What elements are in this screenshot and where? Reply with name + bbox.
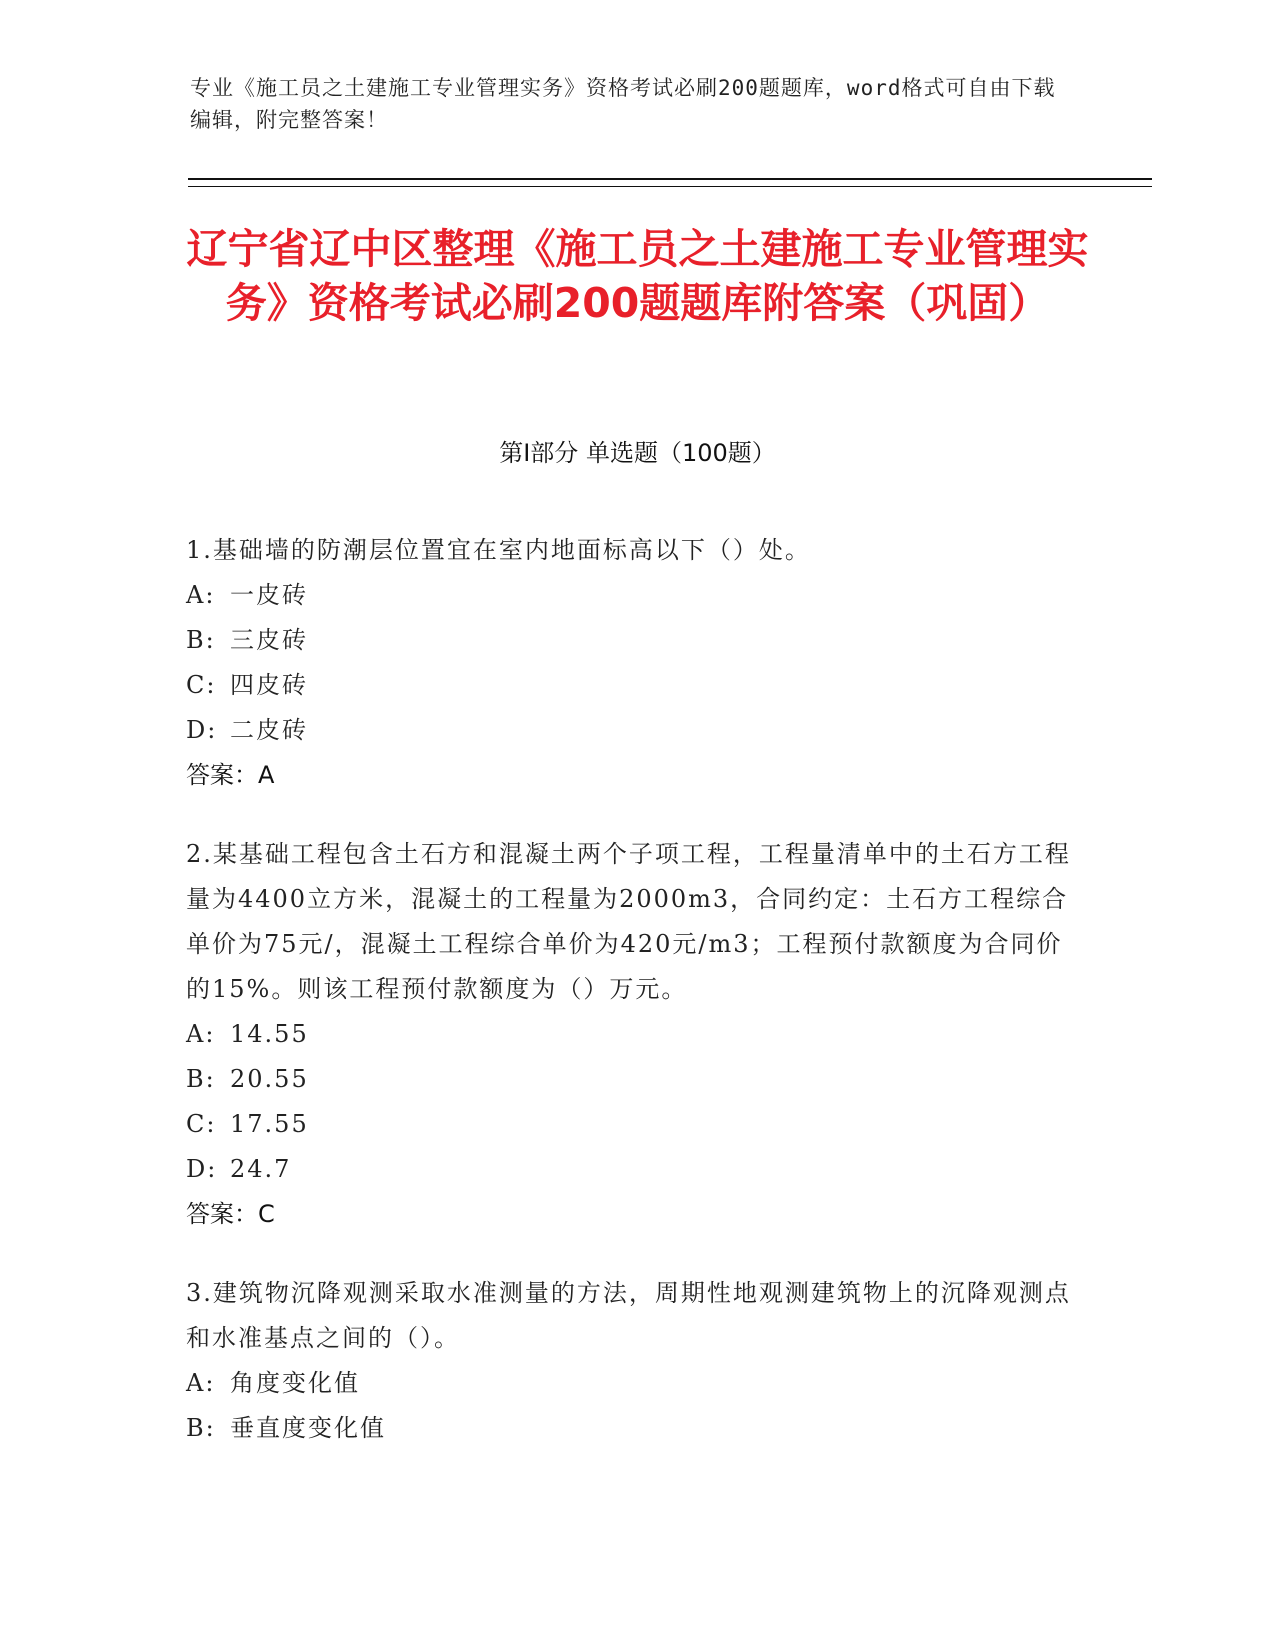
option-letter: A: xyxy=(186,581,216,609)
option-a xyxy=(186,573,1086,618)
option-letter: A: xyxy=(186,1020,216,1048)
option-text: 17.55 xyxy=(230,1110,309,1138)
option-text: 14.55 xyxy=(230,1020,309,1048)
option-text: 三皮砖 xyxy=(230,626,308,654)
option-letter: B: xyxy=(186,1414,216,1442)
option-d xyxy=(186,708,1086,753)
question-3 xyxy=(186,1271,1086,1451)
option-letter: D: xyxy=(186,716,218,744)
option-b xyxy=(186,618,1086,663)
header-rule-thick xyxy=(188,178,1152,180)
option-letter: D: xyxy=(186,1155,218,1183)
question-stem: 1.基础墙的防潮层位置宜在室内地面标高以下（）处。 xyxy=(186,536,811,564)
option-a xyxy=(186,1361,1086,1406)
question-stem: 2.某基础工程包含土石方和混凝土两个子项工程，工程量清单中的土石方工程量为4400立方米，混凝土的工程量为2000m3，合同约定：土石方工程综合单价为75元/，混凝土工程综合单价为420元/m3；工程预付款额度为合同价的15%。则该工程预付款额度为（）万元。 xyxy=(186,840,1071,1003)
answer-line: 答案：A xyxy=(186,761,275,789)
option-text: 垂直度变化值 xyxy=(230,1414,386,1442)
document-title: 辽宁省辽中区整理《施工员之土建施工专业管理实务》资格考试必刷200题题库附答案（巩固） xyxy=(186,225,1089,327)
option-c xyxy=(186,1102,1086,1147)
option-a xyxy=(186,1012,1086,1057)
option-text: 二皮砖 xyxy=(230,716,308,744)
question-2 xyxy=(186,832,1086,1237)
option-letter: C: xyxy=(186,1110,217,1138)
header-rule-thin xyxy=(188,186,1152,187)
option-letter: C: xyxy=(186,671,217,699)
option-text: 角度变化值 xyxy=(230,1369,360,1397)
option-text: 四皮砖 xyxy=(230,671,308,699)
option-letter: B: xyxy=(186,626,216,654)
question-list xyxy=(186,528,1086,1485)
option-b xyxy=(186,1057,1086,1102)
option-b xyxy=(186,1406,1086,1451)
answer-line: 答案：C xyxy=(186,1200,275,1228)
header-note: 专业《施工员之土建施工专业管理实务》资格考试必刷200题题库，word格式可自由下载编辑，附完整答案！ xyxy=(190,76,1056,132)
section-title: 第Ⅰ部分 单选题（100题） xyxy=(499,439,776,467)
option-letter: A: xyxy=(186,1369,216,1397)
option-c xyxy=(186,663,1086,708)
option-d xyxy=(186,1147,1086,1192)
option-text: 20.55 xyxy=(230,1065,309,1093)
option-text: 一皮砖 xyxy=(230,581,308,609)
question-stem: 3.建筑物沉降观测采取水准测量的方法，周期性地观测建筑物上的沉降观测点和水准基点之间的（）。 xyxy=(186,1279,1071,1352)
option-text: 24.7 xyxy=(230,1155,292,1183)
question-1 xyxy=(186,528,1086,798)
option-letter: B: xyxy=(186,1065,216,1093)
